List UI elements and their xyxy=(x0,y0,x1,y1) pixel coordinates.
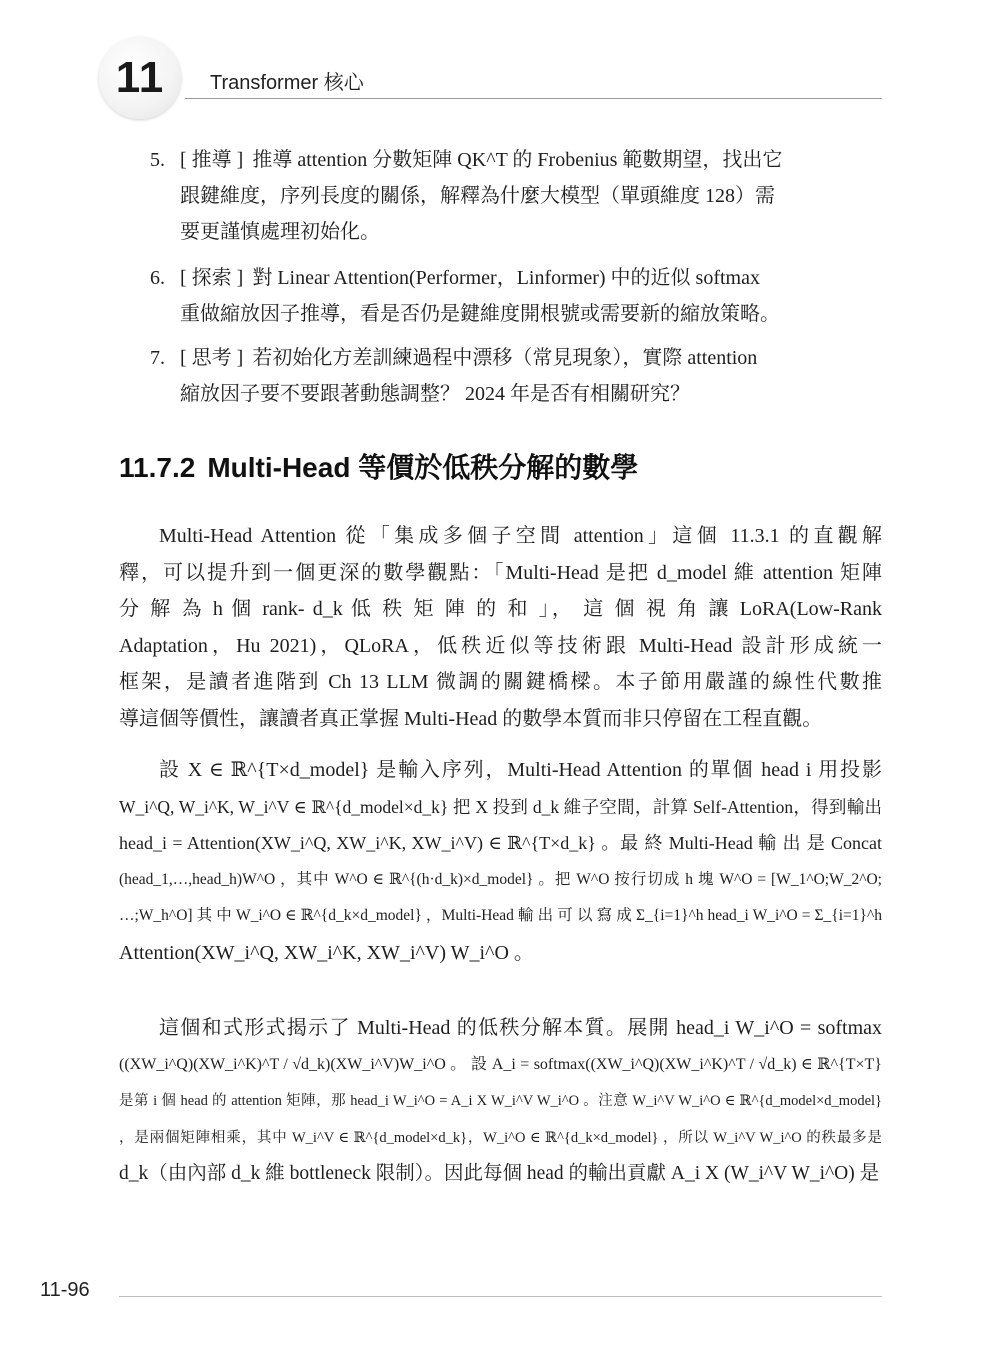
page-number: 11-96 xyxy=(40,1279,90,1301)
paragraph-line: 這個和式形式揭示了 Multi-Head 的低秩分解本質。展開 head_i W_i^O = softmax xyxy=(159,1017,882,1039)
paragraph-line: d_k（由內部 d_k 維 bottleneck 限制）。因此每個 head 的輸出貢獻 A_i X (W_i^V W_i^O) 是 xyxy=(119,1163,880,1184)
exercise-item xyxy=(150,340,850,412)
exercise-number: 7. xyxy=(150,347,165,369)
exercise-number: 5. xyxy=(150,149,165,171)
section-heading xyxy=(119,446,638,486)
exercise-tag: [ 探索 ] xyxy=(180,267,244,289)
footer-rule xyxy=(119,1296,882,1297)
exercise-line: 要更謹慎處理初始化。 xyxy=(180,221,380,243)
paragraph-line: ((XW_i^Q)(XW_i^K)^T / √d_k)(XW_i^V)W_i^O 。 設 A_i = softmax((XW_i^Q)(XW_i^K)^T / √d_k) ∈ ℝ^{T×T} xyxy=(119,1055,882,1073)
exercise-item xyxy=(150,260,850,332)
chapter-number: 11 xyxy=(115,53,165,102)
paragraph-line: (head_1,…,head_h)W^O ，其中 W^O ∈ ℝ^{(h·d_k)×d_model} 。把 W^O 按行切成 h 塊 W^O = [W_1^O;W_2^O; xyxy=(119,870,882,888)
exercise-line xyxy=(150,142,850,178)
chapter-badge xyxy=(99,37,181,119)
paragraph-line: Multi-Head Attention 從「集成多個子空間 attention」這個 11.3.1 的直觀解 xyxy=(159,525,882,547)
exercise-line: 跟鍵維度，序列長度的關係，解釋為什麼大模型（單頭維度 128）需 xyxy=(180,185,775,207)
exercise-text: 對 Linear Attention(Performer，Linformer) 中的近似 softmax xyxy=(252,267,760,289)
exercise-text: 若初始化方差訓練過程中漂移（常見現象），實際 attention xyxy=(252,347,758,369)
header-rule xyxy=(185,98,882,99)
body-paragraph xyxy=(119,1010,882,1193)
paragraph-line: 是第 i 個 head 的 attention 矩陣，那 head_i W_i^O = A_i X W_i^V W_i^O 。注意 W_i^V W_i^O ∈ ℝ^{d_model×d_model} xyxy=(119,1093,882,1109)
paragraph-line: 框架，是讀者進階到 Ch 13 LLM 微調的關鍵橋樑。本子節用嚴謹的線性代數推 xyxy=(119,671,882,693)
paragraph-line: 設 X ∈ ℝ^{T×d_model} 是輸入序列，Multi-Head Attention 的單個 head i 用投影 xyxy=(159,759,882,781)
exercise-line: 縮放因子要不要跟著動態調整？ 2024 年是否有相關研究？ xyxy=(180,383,690,405)
paragraph-line: 分 解 為 h 個 rank- d_k 低 秩 矩 陣 的 和 」， 這 個 視 角 讓 LoRA(Low-Rank xyxy=(119,598,882,620)
body-paragraph xyxy=(119,752,882,971)
paragraph-line: …;W_h^O] 其 中 W_i^O ∈ ℝ^{d_k×d_model} ，Multi-Head 輸 出 可 以 寫 成 Σ_{i=1}^h head_i W_i^O = Σ_{i=1}^h xyxy=(119,907,882,924)
paragraph-line: head_i = Attention(XW_i^Q, XW_i^K, XW_i^V) ∈ ℝ^{T×d_k} 。最 終 Multi-Head 輸 出 是 Concat xyxy=(119,833,882,853)
exercise-text: 推導 attention 分數矩陣 QK^T 的 Frobenius 範數期望，找出它 xyxy=(252,149,783,171)
paragraph-line: ，是兩個矩陣相乘，其中 W_i^V ∈ ℝ^{d_model×d_k}，W_i^O ∈ ℝ^{d_k×d_model} ，所以 W_i^V W_i^O 的秩最多是 xyxy=(119,1129,882,1146)
exercise-number: 6. xyxy=(150,267,165,289)
exercise-line xyxy=(150,260,850,296)
exercise-line: 重做縮放因子推導，看是否仍是鍵維度開根號或需要新的縮放策略。 xyxy=(180,303,780,325)
chapter-title: Transformer 核心 xyxy=(210,72,364,94)
exercise-item xyxy=(150,142,850,250)
section-number: 11.7.2 xyxy=(119,452,196,483)
paragraph-line: Attention(XW_i^Q, XW_i^K, XW_i^V) W_i^O 。 xyxy=(119,941,534,964)
exercise-line xyxy=(150,340,850,376)
exercise-tag: [ 推導 ] xyxy=(180,149,244,171)
paragraph-line: Adaptation，Hu 2021)，QLoRA，低秩近似等技術跟 Multi-Head 設計形成統一 xyxy=(119,634,882,657)
paragraph-line: 釋，可以提升到一個更深的數學觀點：「Multi-Head 是把 d_model 維 attention 矩陣 xyxy=(119,561,882,584)
paragraph-line: W_i^Q, W_i^K, W_i^V ∈ ℝ^{d_model×d_k} 把 X 投到 d_k 維子空間，計算 Self-Attention，得到輸出 xyxy=(119,796,882,817)
body-paragraph xyxy=(119,518,882,737)
section-title: Multi-Head 等價於低秩分解的數學 xyxy=(207,452,639,483)
paragraph-line: 導這個等價性，讓讀者真正掌握 Multi-Head 的數學本質而非只停留在工程直觀。 xyxy=(119,707,823,730)
exercise-tag: [ 思考 ] xyxy=(180,347,244,369)
